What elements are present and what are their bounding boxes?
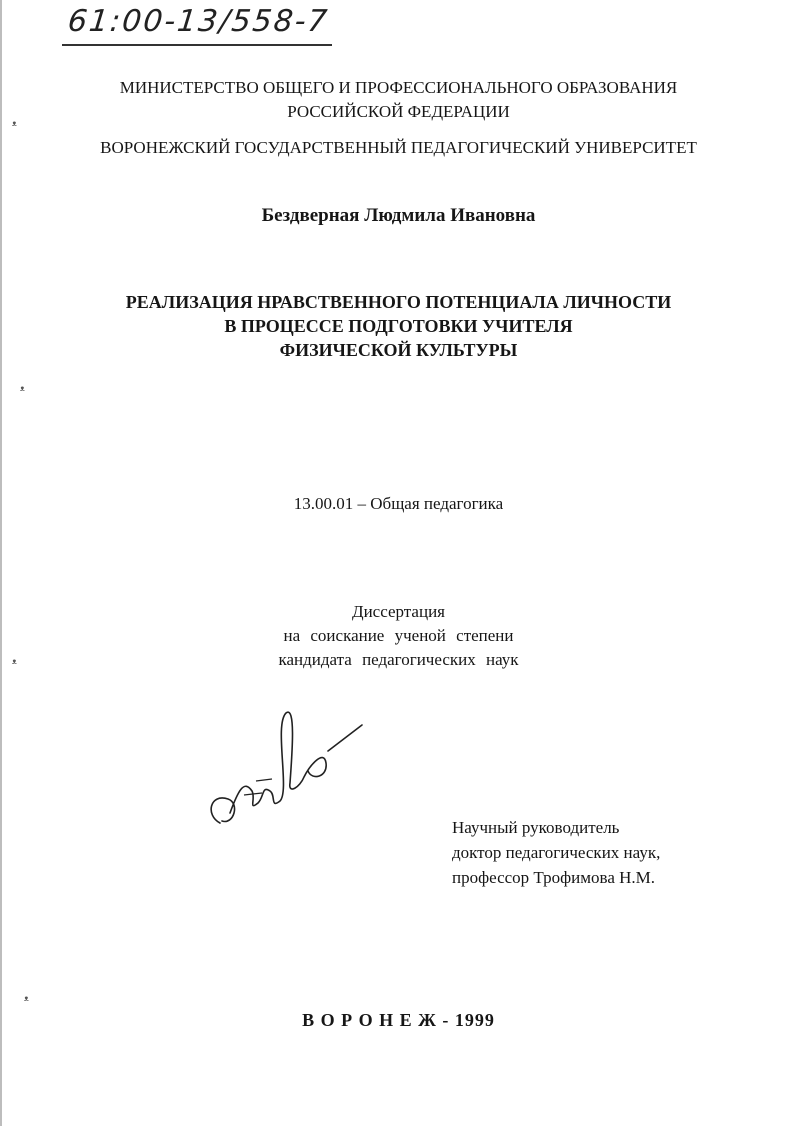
- degree-line-1: Диссертация: [351, 602, 445, 621]
- title-line-2: В ПРОЦЕССЕ ПОДГОТОВКИ УЧИТЕЛЯ: [224, 316, 573, 336]
- author-name: Бездверная Людмила Ивановна: [261, 205, 536, 226]
- dissertation-title: [0, 290, 797, 362]
- scientific-supervisor: [452, 815, 660, 890]
- stamp-underline: [62, 44, 332, 46]
- title-line-3: ФИЗИЧЕСКОЙ КУЛЬТУРЫ: [279, 340, 518, 360]
- margin-mark-icon: ᵜ: [12, 656, 17, 670]
- ministry-header: [0, 76, 797, 124]
- ministry-line-2: РОССИЙСКОЙ ФЕДЕРАЦИИ: [287, 102, 510, 121]
- title-line-1: РЕАЛИЗАЦИЯ НРАВСТВЕННОГО ПОТЕНЦИАЛА ЛИЧНОСТИ: [125, 292, 672, 312]
- ministry-line-1: МИНИСТЕРСТВО ОБЩЕГО И ПРОФЕССИОНАЛЬНОГО ОБРАЗОВАНИЯ: [119, 78, 678, 97]
- margin-mark-icon: ᵜ: [24, 993, 29, 1007]
- margin-mark-icon: ᵜ: [20, 383, 25, 397]
- supervisor-line-3: профессор Трофимова Н.М.: [452, 868, 656, 887]
- degree-statement: [0, 600, 797, 672]
- city-year: В О Р О Н Е Ж - 1999: [302, 1010, 495, 1030]
- supervisor-line-1: Научный руководитель: [452, 818, 620, 837]
- signature-icon: [200, 695, 370, 845]
- university-name: ВОРОНЕЖСКИЙ ГОСУДАРСТВЕННЫЙ ПЕДАГОГИЧЕСКИЙ УНИВЕРСИТЕТ: [100, 138, 697, 157]
- degree-line-3: кандидата педагогических наук: [278, 650, 519, 669]
- supervisor-line-2: доктор педагогических наук,: [452, 843, 661, 862]
- margin-mark-icon: ᵜ: [12, 118, 17, 132]
- scan-left-edge: [0, 0, 2, 1126]
- degree-line-2: на соискание ученой степени: [283, 626, 514, 645]
- library-stamp-number: 61:00-13/558-7: [66, 4, 331, 39]
- specialty-code: 13.00.01 – Общая педагогика: [293, 494, 504, 513]
